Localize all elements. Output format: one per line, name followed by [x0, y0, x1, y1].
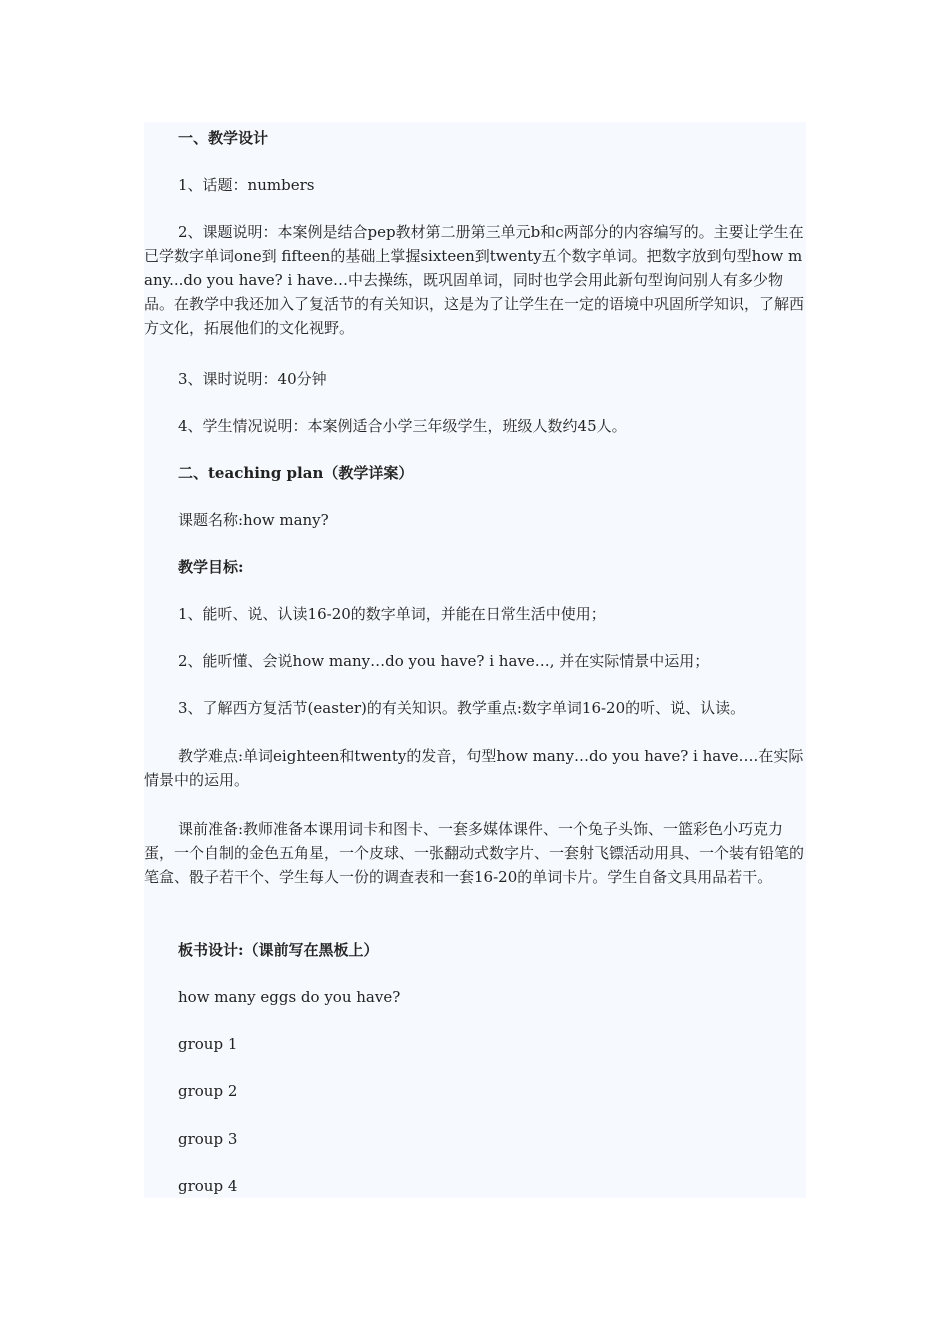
objective-1: 1、能听、说、认读16-20的数字单词，并能在日常生活中使用；: [178, 605, 606, 623]
blackboard-design-heading: 板书设计:（课前写在黑板上）: [178, 941, 379, 959]
topic-line: 1、话题：numbers: [178, 176, 315, 194]
document-body: [144, 122, 806, 1198]
lesson-title-line: 课题名称:how many?: [178, 511, 329, 529]
duration-line: 3、课时说明：40分钟: [178, 370, 327, 388]
blackboard-question: how many eggs do you have?: [178, 988, 401, 1006]
preparation-paragraph: 课前准备:教师准备本课用词卡和图卡、一套多媒体课件、一个兔子头饰、一篮彩色小巧克力蛋，一个自制的金色五角星，一个皮球、一张翻动式数字片、一套射飞镖活动用具、一个装有铅笔的笔盒、骰子若干个、学生每人一份的调查表和一套16-20的单词卡片。学生自备文具用品若干。: [144, 820, 805, 886]
objective-3: 3、了解西方复活节(easter)的有关知识。教学重点:数字单词16-20的听、说、认读。: [178, 699, 746, 717]
section-heading-teaching-plan: 二、teaching plan（教学详案）: [178, 464, 414, 482]
group-3-line: group 3: [178, 1130, 238, 1148]
difficulties-paragraph: 教学难点:单词eighteen和twenty的发音，句型how many…do you have? i have….在实际情景中的运用。: [144, 747, 804, 789]
lesson-description: 2、课题说明：本案例是结合pep教材第二册第三单元b和c两部分的内容编写的。主要让学生在已学数字单词one到 fifteen的基础上掌握sixteen到twenty五个数字单词。把数字放到句型how many...do you have? i have…中去操练，既巩固单词，同时也学会用此新句型询问别人有多少物品。在教学中我还加入了复活节的有关知识，这是为了让学生在一定的语境中巩固所学知识，了解西方文化，拓展他们的文化视野。: [144, 223, 805, 337]
objective-2: 2、能听懂、会说how many…do you have? i have…, 并在实际情景中运用；: [178, 652, 710, 670]
group-4-line: group 4: [178, 1177, 238, 1195]
group-1-line: group 1: [178, 1035, 238, 1053]
student-info-line: 4、学生情况说明：本案例适合小学三年级学生，班级人数约45人。: [178, 417, 627, 435]
objectives-heading: 教学目标:: [178, 558, 244, 576]
section-heading-teaching-design: 一、教学设计: [178, 129, 269, 147]
group-2-line: group 2: [178, 1082, 238, 1100]
